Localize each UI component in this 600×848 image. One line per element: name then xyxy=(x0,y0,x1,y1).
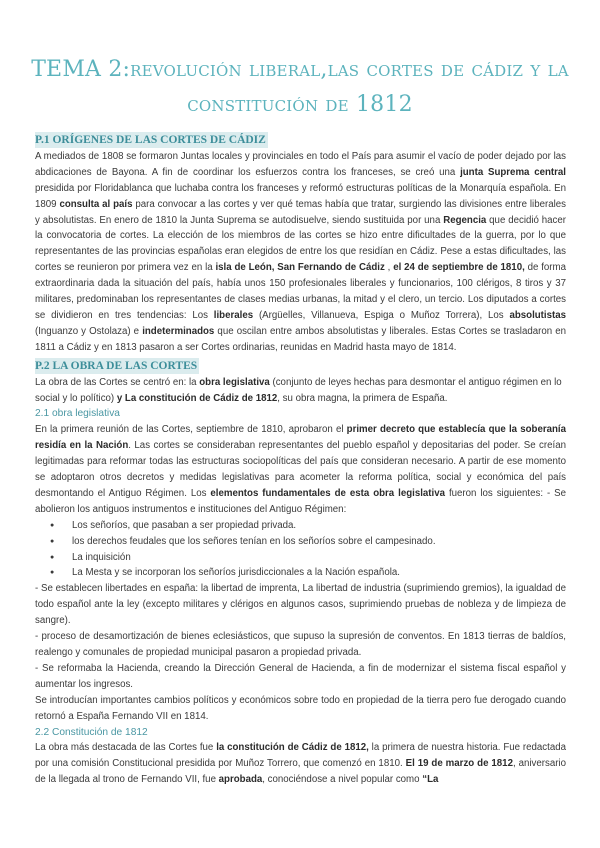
bold-run: la constitución de Cádiz de 1812, xyxy=(216,742,369,754)
text-run: para convocar a las cortes y ver qué temas había que tratar, surgiendo las divisiones entre liberales y absolutistas. En enero de 1810 la Junta Suprema se autodisuelve, siendo sustituida por una xyxy=(35,198,566,226)
abolished-list xyxy=(35,518,566,582)
bold-run: aprobada xyxy=(218,774,263,786)
page-title: TEMA 2:revolución liberal,las cortes de cádiz y la constitución de 1812 xyxy=(31,57,569,117)
subheading-obra-legislativa: 2.1 obra legislativa xyxy=(35,408,120,420)
paragraph-hacienda: - Se reformaba la Hacienda, creando la Dirección General de Hacienda, a fin de modernizar el sistema fiscal español y aumentar los ingresos. xyxy=(35,662,566,690)
text-run: . Las cortes se consideraban representantes del pueblo español y depositarias del poder. Se creían legitimadas para reformar todas las estructuras sociopolíticas del país que consideran necesario. A partir de ese momento se adoptaron otros decretos y medidas legislativas para acometer la reforma política, social y económica del país desmontando el Antiguo Régimen. Los xyxy=(35,440,566,499)
bold-run: junta Suprema central xyxy=(460,166,566,178)
bold-run: primer decreto que establecía que la soberanía residía en la Nación xyxy=(35,424,567,452)
text-run: presidida por Floridablanca que luchaba contra los franceses y reformó estructuras políticas de la Monarquía española. En 1809 xyxy=(35,182,566,210)
text-run: , su obra magna, la primera de España. xyxy=(277,392,448,404)
list-item: ● los derechos feudales que los señores tenían en los señoríos sobre el campesinado. xyxy=(35,534,566,550)
text-run: (Inguanzo y Ostolaza) e xyxy=(35,325,143,337)
section-heading-obra: P.2 LA OBRA DE LAS CORTES xyxy=(35,359,198,372)
list-item: ● La inquisición xyxy=(35,550,566,566)
bold-run: absolutistas xyxy=(509,309,566,321)
paragraph-libertades: - Se establecen libertades en españa: la libertad de imprenta, La libertad de industria (suprimiendo gremios), la igualdad de todo español ante la ley (excepto militares y clérigos en algunos casos, suprimiendo pruebas de nobleza y de limpieza de sangre). xyxy=(35,583,566,627)
bold-run: liberales xyxy=(213,309,254,321)
bold-run: consulta al país xyxy=(59,198,133,210)
text-run: (conjunto de leyes hechas para desmontar el antiguo régimen en lo social y lo político) xyxy=(35,376,562,404)
bold-run: “La xyxy=(422,774,439,786)
paragraph-obra-intro xyxy=(35,375,566,407)
bold-run: el 24 de septiembre de 1810, xyxy=(393,262,525,274)
bold-run: obra legislativa xyxy=(199,376,270,388)
list-item: ● La Mesta y se incorporan los señoríos jurisdiccionales a la Nación española. xyxy=(35,565,566,581)
text-run: En la primera reunión de las Cortes, septiembre de 1810, aprobaron el xyxy=(35,424,347,436)
bold-run: indeterminados xyxy=(142,325,215,337)
list-item: ● Los señoríos, que pasaban a ser propiedad privada. xyxy=(35,518,566,534)
text-run: , xyxy=(384,262,394,274)
text-run: fueron los siguientes: - Se abolieron los antiguos instrumentos e instituciones del Antiguo Régimen: xyxy=(35,487,567,515)
text-run: la primera de nuestra historia. Fue redactada por una comisión Constitucional presidida por Muñoz Torrero, que comenzó en 1810. xyxy=(35,742,566,770)
paragraph-origenes xyxy=(35,149,566,356)
text-run: , conociéndose a nivel popular como xyxy=(262,774,423,786)
paragraph-cambios: Se introducían importantes cambios políticos y económicos sobre todo en propiedad de la tierra pero fue derogado cuando retornó a España Fernando VII en 1814. xyxy=(35,694,566,722)
document-body xyxy=(35,132,566,788)
text-run: de forma extraordinaria dada la situación del país, había unos 150 profesionales liberales y funcionarios, 100 clérigos, 8 tiros y 37 militares, predominaban los representantes de clases medias urbanas, la mitad y el clero, un tercio. Los diputados a cortes se dividieron en tres tendencias: Los xyxy=(35,262,566,321)
bold-run: y La constitución de Cádiz de 1812 xyxy=(116,392,278,404)
text-run: , aniversario de la llegada al trono de Fernando VII, fue xyxy=(35,758,566,786)
text-run: que oscilan entre ambos absolutistas y liberales. Estas Cortes se trasladaron en 1811 a Cádiz y en 1813 pasaron a ser Cortes ordinarias, reunidas en Madrid hasta mayo de 1814. xyxy=(35,325,567,353)
bold-run: elementos fundamentales de esta obra legislativa xyxy=(210,487,445,499)
bold-run: El 19 de marzo de 1812 xyxy=(405,758,513,770)
bold-run: isla de León, San Fernando de Cádiz xyxy=(215,262,385,274)
subheading-constitucion: 2.2 Constitución de 1812 xyxy=(35,726,148,738)
text-run: que decidió hacer la convocatoria de cortes. La elección de los miembros de las cortes se hizo entre dificultades de la guerra, por lo que representantes de las provincias españolas eran elegidos de entre los que residían en Cádiz. Pese a estas dificultades, las cortes se reunieron por primera vez en la xyxy=(35,214,567,274)
bold-run: Regencia xyxy=(443,214,487,226)
text-run: A mediados de 1808 se formaron Juntas locales y provinciales en todo el País para asumir el vacío de poder dejado por las abdicaciones de Bayona. A fin de coordinar los esfuerzos contra los franceses, se creó una xyxy=(35,150,566,178)
text-run: La obra más destacada de las Cortes fue xyxy=(35,742,217,754)
paragraph-desamortizacion: - proceso de desamortización de bienes eclesiásticos, que supuso la supresión de conventos. En 1813 tierras de baldíos, realengo y comunales de propiedad municipal pasaron a propiedad privada. xyxy=(35,631,566,658)
section-heading-origenes: P.1 ORÍGENES DE LAS CORTES DE CÁDIZ xyxy=(35,134,266,146)
text-run: La obra de las Cortes se centró en: la xyxy=(35,376,200,388)
paragraph-obra-legislativa xyxy=(35,422,566,517)
text-run: (Argüelles, Villanueva, Espiga o Muñoz Torrera), Los xyxy=(253,309,510,321)
paragraph-constitucion xyxy=(35,740,566,788)
